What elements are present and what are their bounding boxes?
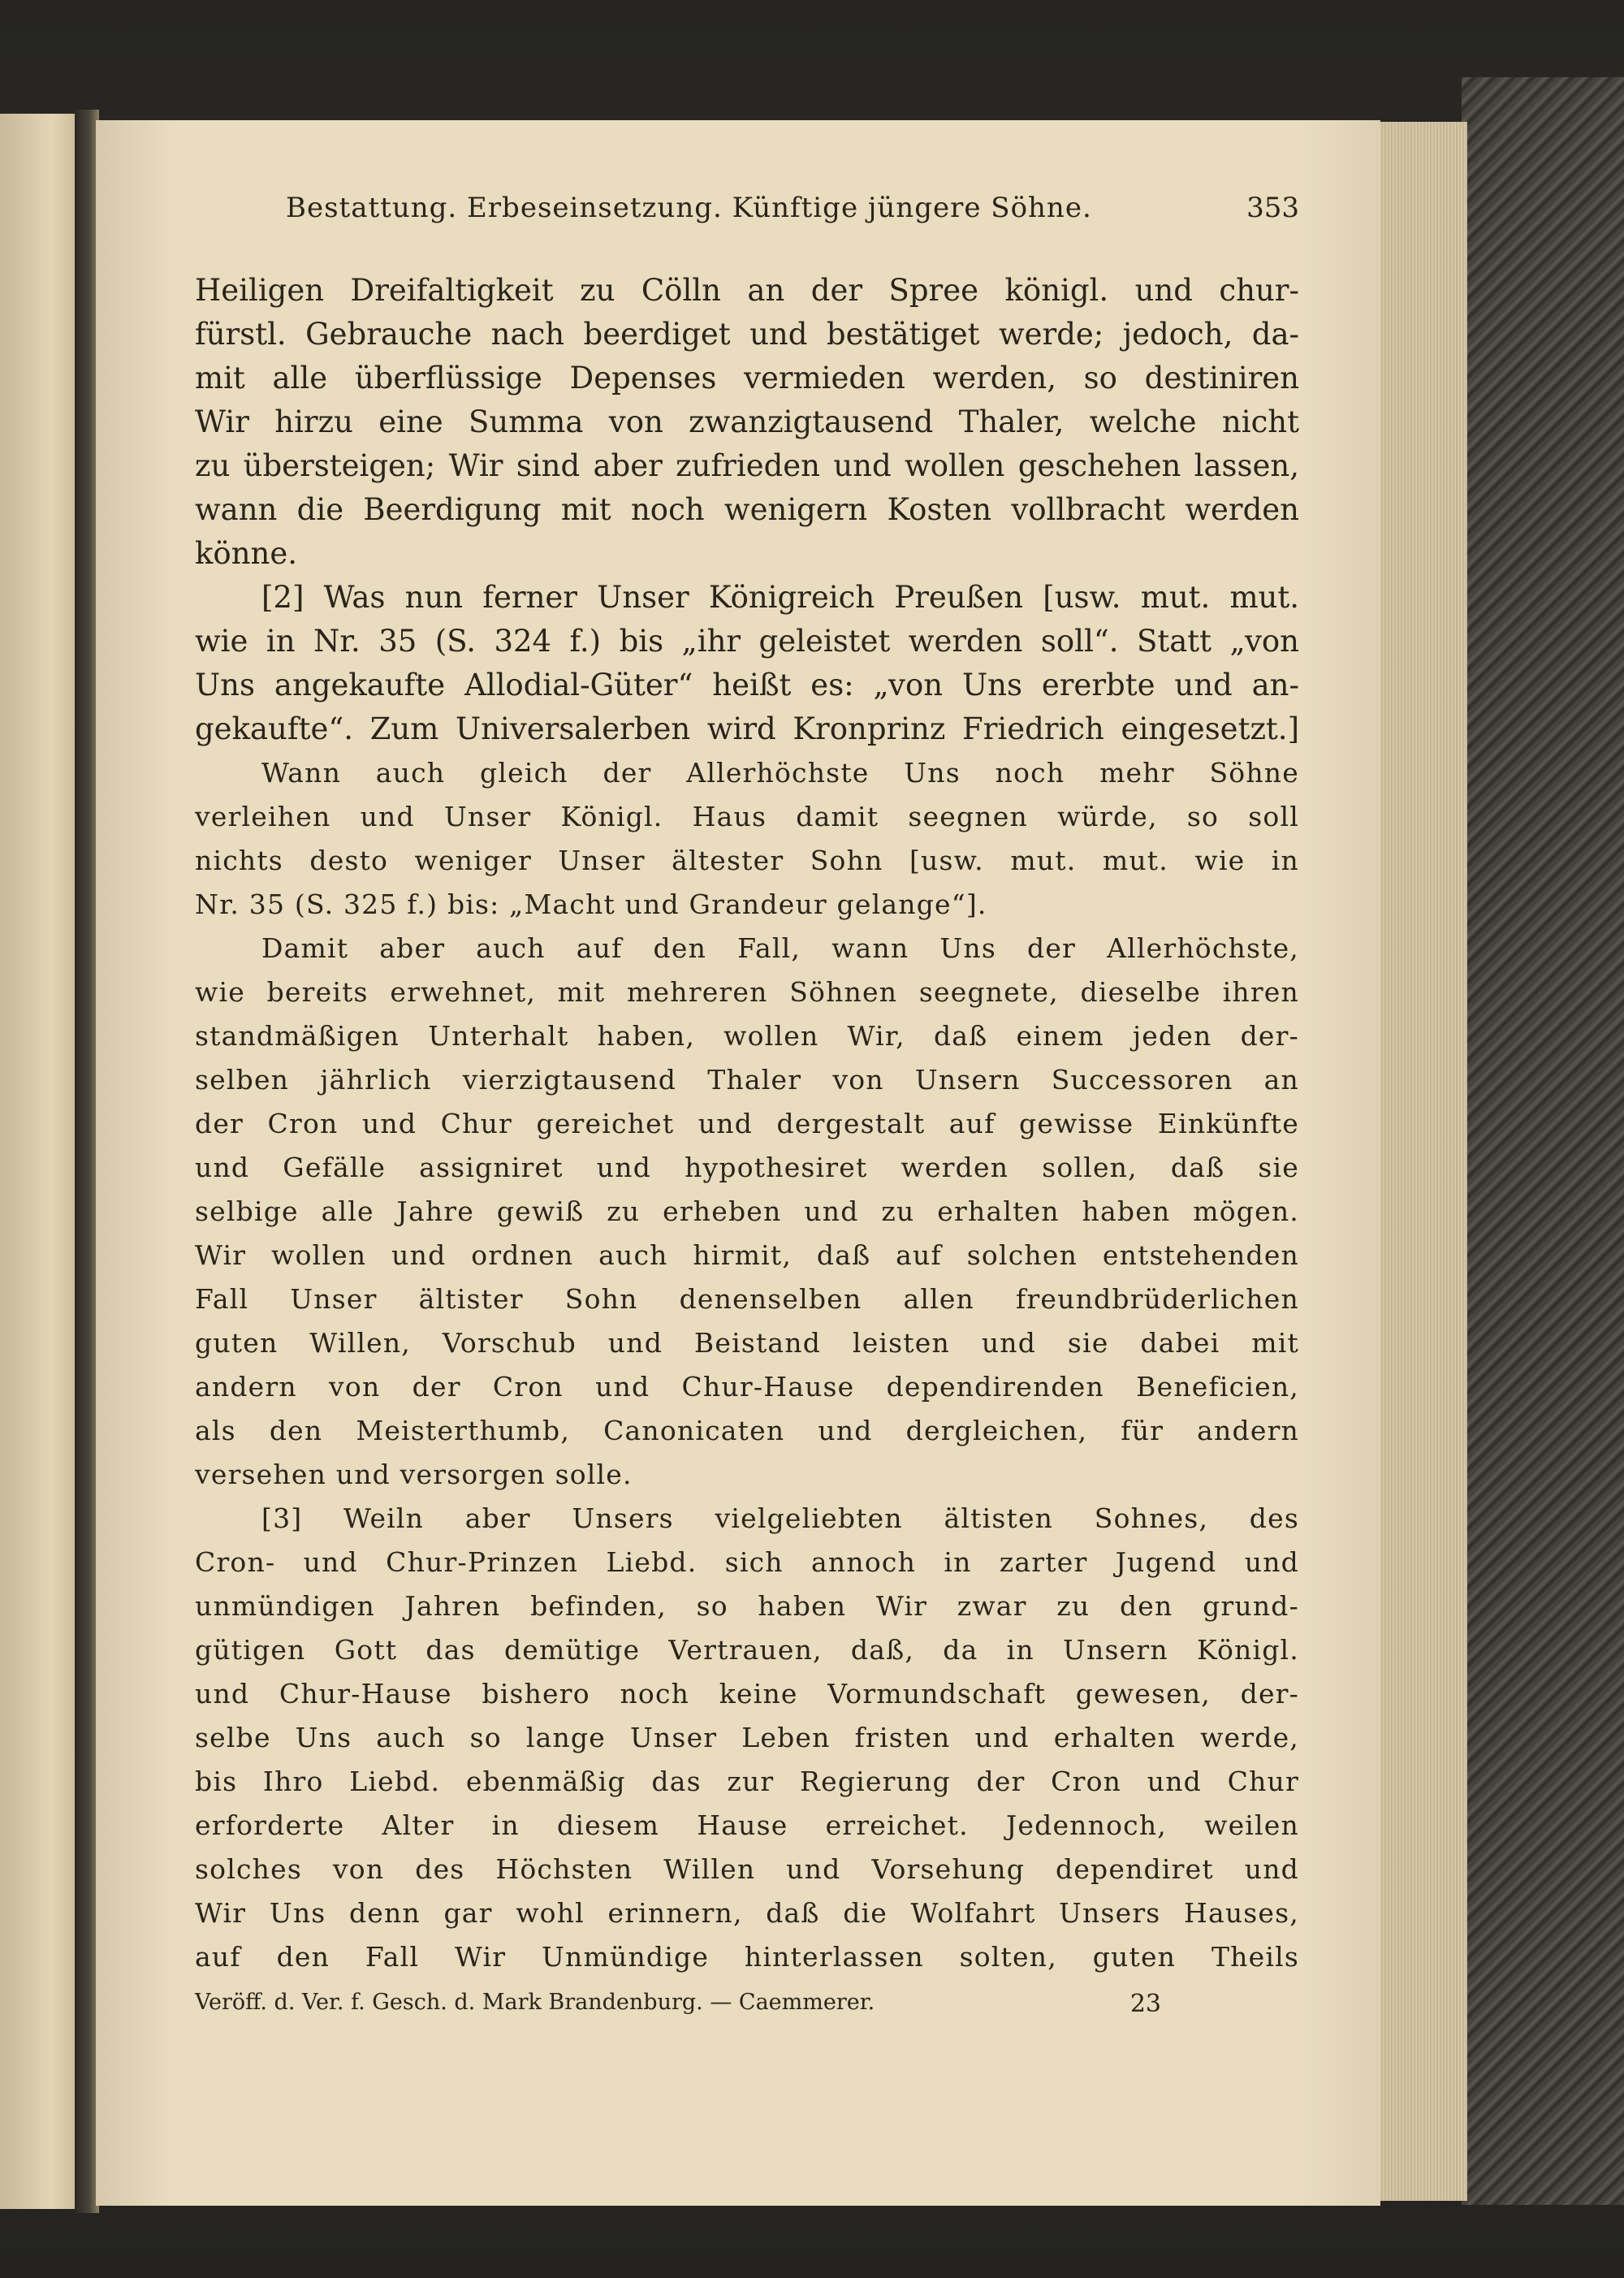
text-line: standmäßigen Unterhalt haben, wollen Wir, daß einem jeden der- (195, 1020, 1299, 1052)
text-line: selbige alle Jahre gewiß zu erheben und zu erhalten haben mögen. (195, 1195, 1299, 1227)
text-line: mit alle überflüssige Depenses vermieden werden, so destiniren (195, 361, 1299, 396)
text-line: Wann auch gleich der Allerhöchste Uns noch mehr Söhne (261, 757, 1299, 789)
text-line: zu übersteigen; Wir sind aber zufrieden und wollen geschehen lassen, (195, 448, 1299, 483)
text-line: und Gefälle assigniret und hypothesiret werden sollen, daß sie (195, 1152, 1299, 1183)
text-line: solches von des Höchsten Willen und Vorsehung dependiret und (195, 1853, 1299, 1885)
text-line: selbe Uns auch so lange Unser Leben fristen und erhalten werde, (195, 1722, 1299, 1753)
body-text (195, 269, 1299, 1979)
page-header (195, 192, 1299, 240)
signature-mark: 23 (1129, 1990, 1161, 2018)
text-line: auf den Fall Wir Unmündige hinterlassen solten, guten Theils (195, 1941, 1299, 1973)
text-line: Damit aber auch auf den Fall, wann Uns der Allerhöchste, (261, 932, 1299, 964)
text-line: und Chur-Hause bishero noch keine Vormundschaft gewesen, der- (195, 1678, 1299, 1710)
text-line: Heiligen Dreifaltigkeit zu Cölln an der Spree königl. und chur- (195, 273, 1299, 308)
page-number: 353 (1246, 192, 1299, 224)
text-line: gekaufte“. Zum Universalerben wird Kronprinz Friedrich eingesetzt.] (195, 711, 1299, 746)
text-line: wie bereits erwehnet, mit mehreren Söhnen seegnete, dieselbe ihren (195, 976, 1299, 1008)
text-line: andern von der Cron und Chur-Hause dependirenden Beneficien, (195, 1371, 1299, 1403)
text-line: verleihen und Unser Königl. Haus damit seegnen würde, so soll (195, 801, 1299, 832)
text-line: versehen und versorgen solle. (195, 1459, 633, 1490)
footer-citation: Veröff. d. Ver. f. Gesch. d. Mark Brandenburg. — Caemmerer. (195, 1990, 875, 2015)
text-line: Nr. 35 (S. 325 f.) bis: „Macht und Grandeur gelange“]. (195, 888, 987, 920)
text-line: unmündigen Jahren befinden, so haben Wir zwar zu den grund- (195, 1590, 1299, 1622)
text-line: selben jährlich vierzigtausend Thaler von Unsern Successoren an (195, 1064, 1299, 1096)
text-line: könne. (195, 536, 298, 571)
page-block-edges (1376, 122, 1467, 2201)
text-line: [3] Weiln aber Unsers vielgeliebten ältisten Sohnes, des (261, 1502, 1299, 1534)
book-cover-edge (1462, 77, 1624, 2205)
running-title: Bestattung. Erbeseinsetzung. Künftige jüngere Söhne. (286, 192, 1092, 224)
text-line: Cron- und Chur-Prinzen Liebd. sich annoch in zarter Jugend und (195, 1546, 1299, 1578)
text-line: erforderte Alter in diesem Hause erreichet. Jedennoch, weilen (195, 1809, 1299, 1841)
text-line: wann die Beerdigung mit noch wenigern Kosten vollbracht werden (195, 492, 1299, 527)
text-line: Wir Uns denn gar wohl erinnern, daß die Wolfahrt Unsers Hauses, (195, 1897, 1299, 1929)
text-line: gütigen Gott das demütige Vertrauen, daß, da in Unsern Königl. (195, 1634, 1299, 1666)
text-line: Uns angekaufte Allodial-Güter“ heißt es: „von Uns ererbte und an- (195, 668, 1299, 702)
text-line: bis Ihro Liebd. ebenmäßig das zur Regierung der Cron und Chur (195, 1766, 1299, 1797)
text-line: Wir hirzu eine Summa von zwanzigtausend Thaler, welche nicht (195, 404, 1299, 439)
text-line: wie in Nr. 35 (S. 324 f.) bis „ihr geleistet werden soll“. Statt „von (195, 624, 1299, 659)
text-line: Wir wollen und ordnen auch hirmit, daß auf solchen entstehenden (195, 1239, 1299, 1271)
text-line: als den Meisterthumb, Canonicaten und dergleichen, für andern (195, 1415, 1299, 1446)
text-line: nichts desto weniger Unser ältester Sohn [usw. mut. mut. wie in (195, 845, 1299, 876)
text-line: guten Willen, Vorschub und Beistand leisten und sie dabei mit (195, 1327, 1299, 1359)
text-line: der Cron und Chur gereichet und dergestalt auf gewisse Einkünfte (195, 1108, 1299, 1139)
text-line: Fall Unser ältister Sohn denenselben allen freundbrüderlichen (195, 1283, 1299, 1315)
page-footer (195, 1990, 1299, 2030)
book-page (96, 120, 1380, 2206)
facing-page-edge (0, 114, 77, 2209)
text-line: fürstl. Gebrauche nach beerdiget und bestätiget werde; jedoch, da- (195, 317, 1299, 352)
text-line: [2] Was nun ferner Unser Königreich Preußen [usw. mut. mut. (261, 580, 1299, 615)
